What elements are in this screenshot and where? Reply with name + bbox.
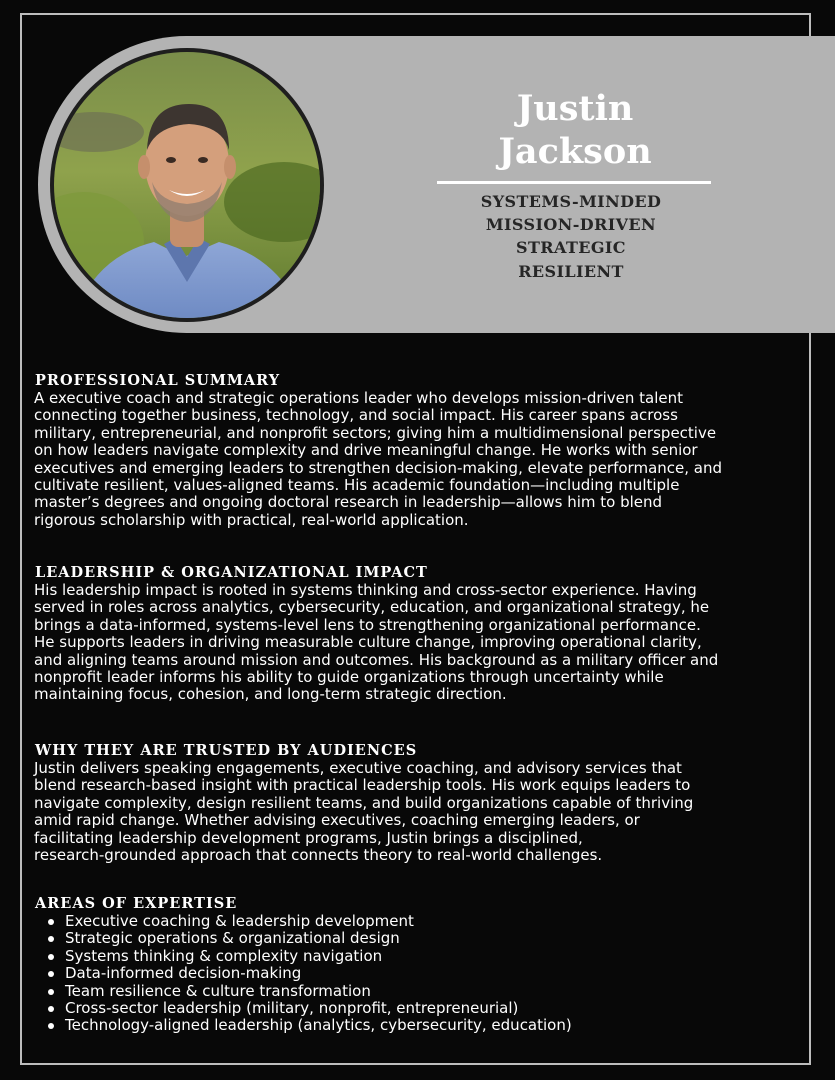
summary-line: A executive coach and strategic operations leader who develops mission-driven talent	[34, 389, 683, 407]
bullet-icon	[48, 1023, 54, 1029]
trusted-line: navigate complexity, design resilient teams, and build organizations capable of thriving	[34, 793, 694, 812]
bullet-icon	[48, 954, 54, 960]
trusted-line: research-grounded approach that connects theory to real-world challenges.	[34, 846, 603, 865]
summary-paragraph	[34, 390, 814, 529]
impact-line: His leadership impact is rooted in systems thinking and cross-sector experience. Having	[34, 581, 697, 599]
trusted-paragraph	[34, 760, 814, 864]
trusted-line: amid rapid change. Whether advising executives, coaching emerging leaders, or	[34, 811, 640, 830]
trusted-line: facilitating leadership development programs, Justin brings a disciplined,	[34, 828, 583, 847]
trait-systems-minded: SYSTEMS-MINDED	[480, 192, 662, 211]
summary-line: rigorous scholarship with practical, real-world application.	[34, 510, 469, 529]
bullet-icon	[48, 989, 54, 995]
impact-line: He supports leaders in driving measurable culture change, improving operational clarity,	[34, 633, 702, 652]
list-item	[46, 983, 572, 1000]
last-name: Jackson	[498, 131, 652, 172]
impact-line: maintaining focus, cohesion, and long-term strategic direction.	[34, 685, 507, 704]
impact-line: nonprofit leader informs his ability to guide organizations through uncertainty while	[34, 668, 664, 687]
summary-line: military, entrepreneurial, and nonprofit sectors; giving him a multidimensional perspective	[34, 423, 717, 442]
impact-line: served in roles across analytics, cybersecurity, education, and organizational strategy, he	[34, 598, 710, 617]
summary-heading: PROFESSIONAL SUMMARY	[35, 372, 281, 389]
list-item	[46, 1000, 572, 1017]
expertise-heading: AREAS OF EXPERTISE	[35, 895, 238, 912]
bullet-icon	[48, 919, 54, 925]
list-item	[46, 965, 572, 982]
expertise-item-text: Executive coaching & leadership development	[65, 912, 414, 930]
summary-line: connecting together business, technology, and social impact. His career spans across	[34, 406, 678, 425]
trusted-heading: WHY THEY ARE TRUSTED BY AUDIENCES	[35, 742, 418, 759]
name-divider	[437, 181, 711, 184]
list-item	[46, 948, 572, 965]
trait-mission-driven: MISSION-DRIVEN	[485, 215, 657, 234]
list-item	[46, 930, 572, 947]
trait-resilient: RESILIENT	[518, 262, 624, 281]
expertise-item-text: Systems thinking & complexity navigation	[65, 946, 383, 965]
bullet-icon	[48, 936, 54, 942]
expertise-item-text: Cross-sector leadership (military, nonprofit, entrepreneurial)	[65, 999, 519, 1018]
bullet-icon	[48, 1006, 54, 1012]
summary-line: cultivate resilient, values-aligned teams. His academic foundation—including multiple	[34, 476, 680, 495]
summary-line: on how leaders navigate complexity and drive meaningful change. He works with senior	[34, 441, 698, 460]
trait-strategic: STRATEGIC	[516, 238, 626, 257]
list-item	[46, 1017, 572, 1034]
impact-line: and aligning teams around mission and outcomes. His background as a military officer and	[34, 650, 719, 669]
impact-paragraph	[34, 582, 814, 704]
first-name: Justin	[516, 88, 634, 129]
impact-line: brings a data-informed, systems-level lens to strengthening organizational performance.	[34, 615, 701, 634]
list-item	[46, 913, 572, 930]
profile-photo	[54, 52, 320, 318]
expertise-item-text: Team resilience & culture transformation	[65, 981, 371, 1000]
expertise-item-text: Data-informed decision-making	[65, 964, 302, 983]
trusted-line: blend research-based insight with practical leadership tools. His work equips leaders to	[34, 776, 691, 795]
trusted-line: Justin delivers speaking engagements, executive coaching, and advisory services that	[34, 759, 682, 777]
impact-heading: LEADERSHIP & ORGANIZATIONAL IMPACT	[35, 564, 428, 581]
summary-line: master’s degrees and ongoing doctoral research in leadership—allows him to blend	[34, 493, 663, 512]
summary-line: executives and emerging leaders to strengthen decision-making, elevate performance, and	[34, 458, 723, 477]
expertise-item-text: Strategic operations & organizational design	[65, 929, 400, 948]
bullet-icon	[48, 971, 54, 977]
expertise-item-text: Technology-aligned leadership (analytics, cybersecurity, education)	[65, 1016, 572, 1035]
expertise-list	[46, 913, 572, 1035]
